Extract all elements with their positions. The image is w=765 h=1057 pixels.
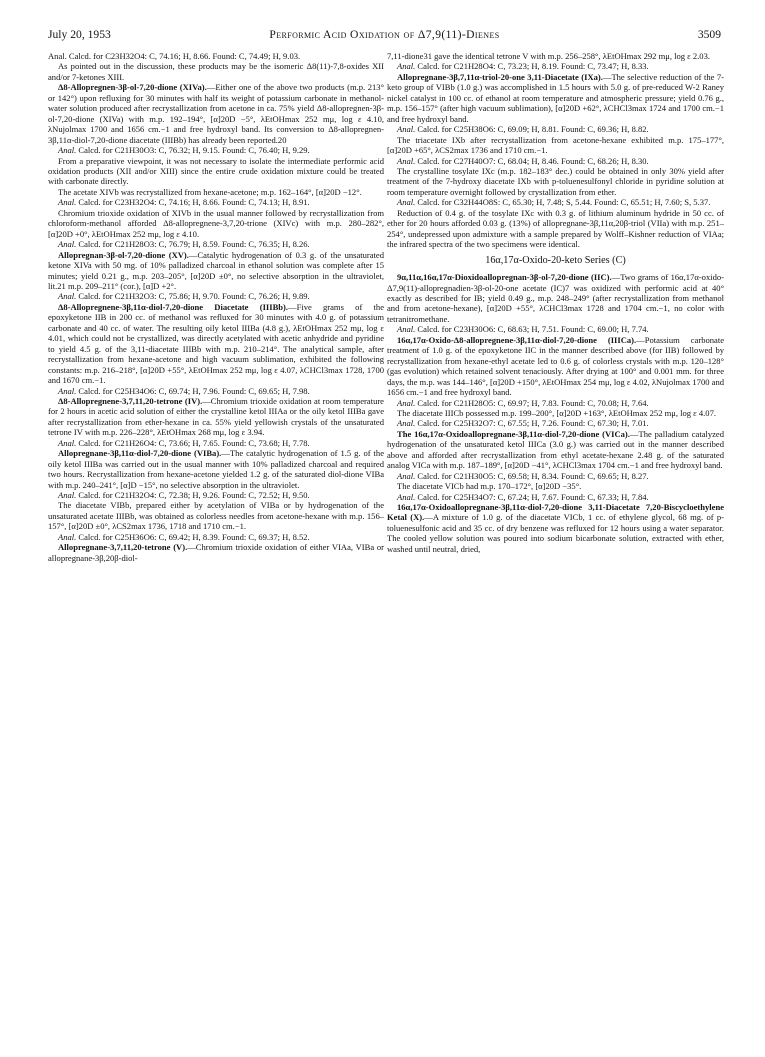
compound-heading: Allopregnan-3β-ol-7,20-dione (XV).: [58, 249, 189, 260]
paragraph: [387, 481, 724, 491]
paragraph-text: Calcd. for C32H44O8S: C, 65.30; H, 7.48; S, 5.44. Found: C, 65.51; H, 7.60; S, 5.37.: [415, 197, 711, 208]
paragraph-text: From a preparative viewpoint, it was not necessary to isolate the intermediate performic acid oxidation products (XII and/or XIII) since the entire crude oxidation mixture could be treated with carbonate directly.: [48, 155, 384, 187]
analysis-label: Anal.: [397, 197, 416, 208]
running-head: [48, 28, 721, 44]
paragraph-text: The triacetate IXb after recrystallization from acetone-hexane exhibited m.p. 175–177°, [α]20D +65°, λCS2max 1736 and 1710 cm.−1.: [387, 134, 724, 156]
paragraph-text: Calcd. for C25H36O6: C, 69.42; H, 8.39. Found: C, 69.37; H, 8.52.: [76, 531, 310, 542]
paragraph: [48, 156, 384, 187]
paragraph-text: —Five grams of the epoxyketone IIB in 200 cc. of methanol was refluxed for 30 minutes with 4.0 g. of potassium carbonate and 40 cc. of water. The resulting oily ketol IIIBa (4.8 g.), λEtOHmax 252 mμ, log ε 4.01, which could not be crystallized, was directly acetylated with acetic anhydride and pyridine to yield 4.5 g. of the 3,11-diacetate IIIBb with m.p. 210–214°. The analytical sample, after recrystallization from hexane-acetone and high vacuum sublimation, exhibited the following constants: m.p. 216–218°, [α]20D +55°, λEtOHmax 252 mμ, log ε 4.07, λCHCl3max 1728, 1700 and 1670 cm.−1.: [48, 301, 384, 386]
analysis-label: Anal.: [58, 291, 77, 302]
paragraph-text: Calcd. for C25H34O7: C, 67.24; H, 7.67. Found: C, 67.33; H, 7.84.: [415, 491, 649, 502]
paragraph: [48, 61, 384, 82]
paragraph-text: The acetate XIVb was recrystallized from hexane-acetone; m.p. 162–164°, [α]20D −12°.: [58, 186, 362, 197]
paragraph: [387, 51, 724, 61]
analysis-label: Anal.: [397, 491, 416, 502]
paragraph-text: Calcd. for C21H28O3: C, 76.79; H, 8.59. Found: C, 76.35; H, 8.26.: [76, 239, 310, 250]
paragraph-text: Calcd. for C21H32O4: C, 72.38; H, 9.26. Found: C, 72.52; H, 9.50.: [76, 490, 310, 501]
analysis-label: Anal.: [58, 490, 77, 501]
paragraph: [48, 250, 384, 292]
paragraph-text: —Two grams of 16α,17α-oxido-Δ7,9(11)-allopregnadien-3β-ol-20-one acetate (IC)7 was oxidized with performic acid at 40° exactly as described for IB; yield 0.49 g., m.p. 248–249° (after recrystallization from methanol and from acetone-hexane), [α]20D +55°, λCHCl3max 1728 and 1704 cm.−1, no color with tetranitromethane.: [387, 272, 724, 324]
paragraph-text: Calcd. for C21H30O5: C, 69.58; H, 8.34. Found: C, 69.65; H, 8.27.: [415, 470, 649, 481]
paragraph: [48, 386, 384, 396]
paragraph: [48, 500, 384, 531]
analysis-label: Anal.: [58, 145, 77, 156]
paragraph-text: Anal. Calcd. for C23H32O4: C, 74.16; H, 8.66. Found: C, 74.49; H, 9.03.: [48, 51, 301, 61]
analysis-label: Anal.: [397, 61, 416, 72]
page-number: 3509: [697, 28, 721, 41]
paragraph: [48, 51, 384, 61]
paragraph-text: Calcd. for C21H32O3: C, 75.86; H, 9.70. Found: C, 76.26; H, 9.89.: [76, 291, 310, 302]
paragraph-text: The crystalline tosylate IXc (m.p. 182–183° dec.) could be obtained in only 30% yield after treatment of the 7-hydroxy diacetate IXb with p-toluenesulfonyl chloride in pyridine solution at room temperature overnight followed by crystallization from ether.: [387, 165, 724, 197]
paragraph-text: —Either one of the above two products (m.p. 213° or 142°) upon refluxing for 30 minutes with half its weight of potassium carbonate in methanol-water solution produced after recrystallization from acetone in ca. 75% yield Δ8-allopregnen-3β-ol-7,20-dione (XIVa) with m.p. 192–194°, [α]20D −5°, λEtOHmax 252 mμ, log ε 4.10, λNujolmax 1700 and 1656 cm.−1 and free hydroxyl band. Its conversion to Δ8-allopregnen-3β,11α-diol-7,20-dione diacetate (IIIBb) has already been reported.20: [48, 82, 384, 145]
paragraph: [387, 335, 724, 398]
paragraph: [387, 324, 724, 334]
paragraph-text: Calcd. for C25H32O7: C, 67.55; H, 7.26. Found: C, 67.30; H, 7.01.: [415, 418, 649, 429]
compound-heading: Δ8-Allopregnen-3β-ol-7,20-dione (XIVa).: [58, 82, 207, 93]
paragraph-text: Calcd. for C27H40O7: C, 68.04; H, 8.46. Found: C, 68.26; H, 8.30.: [415, 155, 649, 166]
paragraph: [48, 438, 384, 448]
paragraph: [48, 145, 384, 155]
paragraph-text: Calcd. for C25H34O6: C, 69.74; H, 7.96. Found: C, 69.65; H, 7.98.: [76, 385, 310, 396]
analysis-label: Anal.: [58, 197, 77, 208]
paragraph-text: As pointed out in the discussion, these products may be the isomeric Δ8(11)-7,8-oxides XII and/or 7-ketones XIII.: [48, 61, 384, 82]
paragraph-text: —The palladium catalyzed hydrogenation of the unsaturated ketol IIICa (3.0 g.) was carried out in the manner described above and afforded after recrystallization from ethyl acetate-hexane 2.48 g. of the saturated analog VICa with m.p. 187–189°, [α]20D −41°, λCHCl3max 1704 cm.−1 and free hydroxyl band.: [387, 428, 724, 471]
paragraph: [48, 187, 384, 197]
compound-heading: Allopregnane-3β,11α-diol-7,20-dione (VIBa).: [58, 448, 222, 459]
analysis-label: Anal.: [58, 385, 77, 396]
paragraph: [48, 396, 384, 438]
compound-heading: Allopregnane-3β,7,11α-triol-20-one 3,11-Diacetate (IXa).: [397, 71, 603, 82]
paragraph-text: —Chromium trioxide oxidation at room temperature for 2 hours in acetic acid solution of either the crystalline ketol IIIAa or the oily ketol IIIBa gave after recrystallization from ether-hexane in ca. 55% yield yellowish crystals of the unsaturated tetrone IV with m.p. 226–228°, λEtOHmax 268 mμ, log ε 3.94.: [48, 395, 384, 438]
running-head-title: Performic Acid Oxidation of Δ7,9(11)-Dienes: [269, 28, 500, 41]
paragraph: [387, 197, 724, 207]
running-head-date: July 20, 1953: [48, 28, 111, 41]
paragraph-text: —Chromium trioxide oxidation of either VIAa, VIBa or allopregnane-3β,20β-diol-: [48, 542, 384, 563]
paragraph-text: —The catalytic hydrogenation of 1.5 g. of the oily ketol IIIBa was carried out in the usual manner with 10% palladized charcoal and required two hours. Recrystallization from hexane-acetone yielded 1.2 g. of the saturated diol-dione VIBa with m.p. 240–241°, [α]D −15°, no selective absorption in the ultraviolet.: [48, 448, 384, 490]
paragraph: [387, 502, 724, 554]
paragraph: [387, 208, 724, 250]
compound-heading: Allopregnane-3,7,11,20-tetrone (V).: [58, 542, 188, 553]
paragraph: [387, 418, 724, 428]
compound-heading: 16α,17α-Oxido-Δ8-allopregnene-3β,11α-diol-7,20-dione (IIICa).: [397, 334, 637, 345]
paragraph: [48, 197, 384, 207]
paragraph-text: —Potassium carbonate treatment of 1.0 g. of the epoxyketone IIC in the manner described above (for IIB) followed by recrystallization from hexane-ethyl acetate led to 0.6 g. of colorless crystals with m.p. 120–128° (gas evolution) which retained solvent tenaciously. After drying at 100° and 0.001 mm. for three days, the m.p. was 144–146°, [α]20D +150°, λEtOHmax 254 mμ, log ε 4.02, λNujolmax 1700 and 1656 cm.−1 and free hydroxyl band.: [387, 334, 724, 398]
analysis-label: Anal.: [397, 324, 416, 335]
left-column: [48, 51, 384, 1041]
analysis-label: Anal.: [397, 418, 416, 429]
paragraph-text: Calcd. for C21H28O4: C, 73.23; H, 8.19. Found: C, 73.47; H, 8.33.: [415, 61, 649, 72]
analysis-label: Anal.: [397, 470, 416, 481]
paragraph: [48, 542, 384, 563]
paragraph: [387, 408, 724, 418]
paragraph-text: Calcd. for C23H30O6: C, 68.63; H, 7.51. Found: C, 69.00; H, 7.74.: [415, 324, 649, 335]
paragraph-text: Calcd. for C21H30O3: C, 76.32; H, 9.15. Found: C, 76.40; H, 9.29.: [76, 145, 310, 156]
paragraph-text: Calcd. for C21H26O4: C, 73.66; H, 7.65. Found: C, 73.68; H, 7.78.: [76, 437, 310, 448]
paragraph-text: 7,11-dione31 gave the identical tetrone V with m.p. 256–258°, λEtOHmax 292 mμ, log ε 2.03.: [387, 51, 710, 61]
paragraph: [387, 398, 724, 408]
paragraph: [48, 239, 384, 249]
paragraph: [387, 492, 724, 502]
paragraph: [48, 448, 384, 490]
paragraph-text: The diacetate VICb had m.p. 170–172°, [α]20D −35°.: [397, 481, 582, 492]
paragraph-text: The diacetate VIBb, prepared either by acetylation of VIBa or by hydrogenation of the unsaturated acetate IIIBb, was obtained as colorless needles from acetone-hexane with m.p. 156–157°, [α]20D ±0°, λCS2max 1736, 1718 and 1710 cm.−1.: [48, 500, 384, 532]
analysis-label: Anal.: [397, 155, 416, 166]
paragraph: [48, 490, 384, 500]
paragraph-text: —The selective reduction of the 7-keto group of VIBb (1.0 g.) was accomplished in 1.5 hours with 5.0 g. of pre-reduced W-2 Raney nickel catalyst in 100 cc. of ethanol at room temperature and atmospheric pressure; yield 0.76 g., m.p. 156–157° (after high vacuum sublimation), [α]20D +62°, λCHCl3max 1724 and 1700 cm.−1 and free hydroxyl band.: [387, 71, 724, 124]
paragraph: [387, 135, 724, 156]
analysis-label: Anal.: [397, 124, 416, 135]
compound-heading: The 16α,17α-Oxidoallopregnane-3β,11α-diol-7,20-dione (VICa).: [397, 428, 630, 439]
paragraph: [387, 156, 724, 166]
paragraph-text: Calcd. for C23H32O4: C, 74.16; H, 8.66. Found: C, 74.13; H, 8.91.: [76, 197, 310, 208]
paragraph: [48, 208, 384, 239]
compound-heading: 9α,11α,16α,17α-Dioxidoallopregnan-3β-ol-7,20-dione (IIC).: [397, 272, 612, 283]
compound-heading: Δ8-Allopregnene-3,7,11,20-tetrone (IV).: [58, 395, 203, 406]
paragraph: [387, 471, 724, 481]
paragraph: [387, 124, 724, 134]
paragraph: [387, 429, 724, 471]
section-heading: 16α,17α-Oxido-20-keto Series (C): [485, 254, 626, 266]
analysis-label: Anal.: [397, 397, 416, 408]
compound-heading: 16α,17α-Oxidoallopregnane-3β,11α-diol-7,20-dione 3,11-Diacetate 7,20-Biscycloethylene Ketal (X).: [387, 502, 724, 523]
analysis-label: Anal.: [58, 531, 77, 542]
compound-heading: Δ8-Allopregnene-3β,11α-diol-7,20-dione Diacetate (IIIBb).: [58, 301, 289, 312]
right-column: [387, 51, 724, 1041]
paragraph-text: Calcd. for C25H38O6: C, 69.09; H, 8.81. Found: C, 69.36; H, 8.82.: [415, 124, 649, 135]
paragraph: [387, 72, 724, 124]
paragraph-text: —Catalytic hydrogenation of 0.3 g. of the unsaturated ketone XIVa with 50 mg. of 10% palladized charcoal in ethanol solution was complete after 15 minutes; yield 0.21 g., m.p. 203–205°, [α]20D ±0°, no selective absorption in the ultraviolet, lit.21 m.p. 209–211° (cor.), [α]D +2°.: [48, 249, 384, 291]
paragraph-text: —A mixture of 1.0 g. of the diacetate VICb, 1 cc. of ethylene glycol, 68 mg. of p-toluenesulfonic acid and 35 cc. of dry benzene was refluxed for 12 hours using a water separator. The cooled yellow solution was poured into sodium bicarbonate solution, extracted with ether, washed until neutral, dried,: [387, 512, 724, 554]
paragraph: [48, 291, 384, 301]
paragraph-text: The diacetate IIICb possessed m.p. 199–200°, [α]20D +163°, λEtOHmax 252 mμ, log ε 4.07.: [397, 407, 716, 418]
paragraph: [387, 166, 724, 197]
paragraph: [48, 532, 384, 542]
paragraph: [387, 61, 724, 71]
analysis-label: Anal.: [58, 437, 77, 448]
paragraph-text: Calcd. for C21H28O5: C, 69.97; H, 7.83. Found: C, 70.08; H, 7.64.: [415, 397, 649, 408]
paragraph: [387, 272, 724, 324]
paragraph-text: Chromium trioxide oxidation of XIVb in the usual manner followed by recrystallization from chloroform-methanol afforded Δ8-allopregnene-3,7,20-trione (XIVc) with m.p. 280–282°, [α]20D +0°, λEtOHmax 252 mμ, log ε 4.10.: [48, 207, 384, 239]
analysis-label: Anal.: [58, 239, 77, 250]
paragraph-text: Reduction of 0.4 g. of the tosylate IXc with 0.3 g. of lithium aluminum hydride in 50 cc. of ether for 20 hours afforded 0.03 g. (13%) of allopregnane-3β,11α,20β-triol (VIIa) with m.p. 251–254°, undepressed upon admixture with a sample prepared by Wolff–Kishner reduction of VIAa; the infrared spectra of the two specimens were identical.: [387, 207, 724, 250]
paragraph: [48, 82, 384, 145]
paragraph: [48, 302, 384, 386]
